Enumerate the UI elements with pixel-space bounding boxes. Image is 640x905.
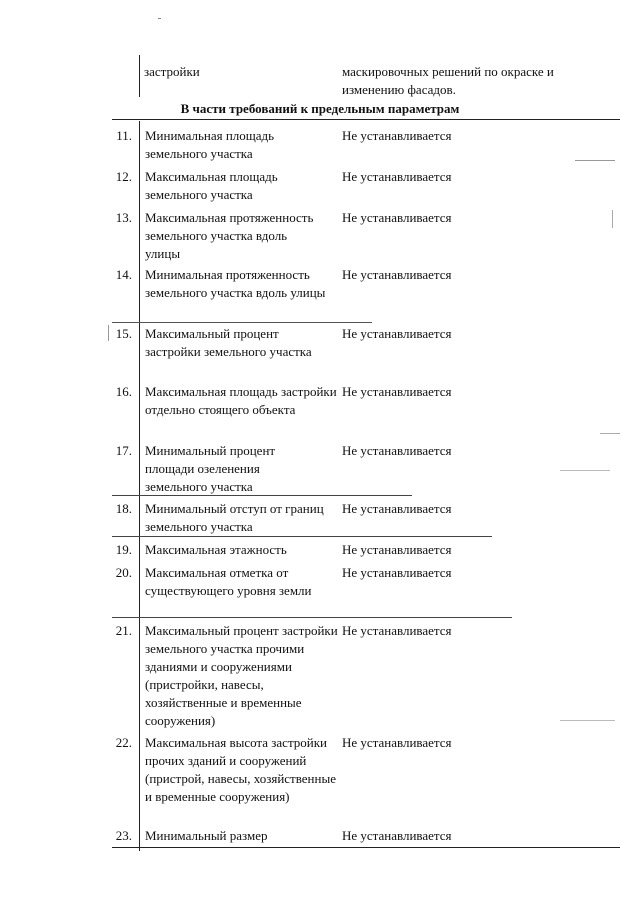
row-label: Максимальная этажность	[145, 542, 287, 557]
scan-speck	[600, 433, 620, 434]
row-number: 20.	[115, 565, 132, 580]
row-number: 19.	[115, 542, 132, 557]
row-label: Минимальный отступ от границ земельного участка	[145, 501, 324, 534]
row-value: Не устанавливается	[342, 267, 452, 282]
row-number: 16.	[115, 384, 132, 399]
row-number: 23.	[115, 828, 132, 843]
table-rule-top	[112, 119, 620, 120]
scan-speck	[575, 160, 615, 161]
top-row-right-text: маскировочных решений по окраске и изменению фасадов.	[342, 64, 554, 97]
scan-speck	[612, 210, 613, 228]
row-number: 15.	[115, 326, 132, 341]
row-label: Максимальная протяженность земельного участка вдоль улицы	[145, 210, 314, 261]
row-value: Не устанавливается	[342, 542, 452, 557]
row-label: Минимальная площадь земельного участка	[145, 128, 275, 161]
scan-speck	[108, 325, 109, 341]
row-label: Минимальная протяженность земельного участка вдоль улицы	[145, 267, 326, 300]
row-number: 17.	[115, 443, 132, 458]
row-number: 21.	[115, 623, 132, 638]
row-value: Не устанавливается	[342, 828, 452, 843]
row-label: Максимальная площадь застройки отдельно стоящего объекта	[145, 384, 337, 417]
row-number: 11.	[116, 128, 132, 143]
row-value: Не устанавливается	[342, 169, 452, 184]
row-value: Не устанавливается	[342, 128, 452, 143]
top-row-left-text: застройки	[144, 64, 200, 79]
row-label: Максимальная отметка от существующего уровня земли	[145, 565, 312, 598]
row-value: Не устанавливается	[342, 623, 452, 638]
row-label: Минимальный процент площади озеленения земельного участка	[145, 443, 276, 494]
row-value: Не устанавливается	[342, 501, 452, 516]
row-number: 13.	[115, 210, 132, 225]
table-rule-bottom	[112, 847, 620, 848]
section-title: В части требований к предельным параметрам	[180, 101, 460, 116]
row-number: 18.	[115, 501, 132, 516]
row-value: Не устанавливается	[342, 735, 452, 750]
row-value: Не устанавливается	[342, 210, 452, 225]
row-label: Максимальная площадь земельного участка	[145, 169, 278, 202]
row-value: Не устанавливается	[342, 443, 452, 458]
row-label: Минимальный размер	[145, 828, 268, 843]
row-number: 14.	[115, 267, 132, 282]
column-divider	[139, 121, 140, 851]
row-label: Максимальный процент застройки земельного участка	[145, 326, 312, 359]
row-label: Максимальный процент застройки земельного участка прочими зданиями и сооружениями (пристройки, навесы, хозяйственные и временные сооружения)	[145, 623, 338, 728]
row-label: Максимальная высота застройки прочих зданий и сооружений (пристрой, навесы, хозяйственные и временные сооружения)	[145, 735, 336, 804]
row-value: Не устанавливается	[342, 384, 452, 399]
row-number: 12.	[115, 169, 132, 184]
scan-speck	[560, 470, 610, 471]
scan-speck	[158, 18, 161, 19]
row-number: 22.	[115, 735, 132, 750]
row-value: Не устанавливается	[342, 565, 452, 580]
scan-speck	[560, 720, 615, 721]
row-rule-19	[112, 536, 492, 537]
row-rule-21	[112, 617, 512, 618]
column-divider-top	[139, 55, 140, 97]
row-value: Не устанавливается	[342, 326, 452, 341]
row-rule-15	[112, 322, 372, 323]
